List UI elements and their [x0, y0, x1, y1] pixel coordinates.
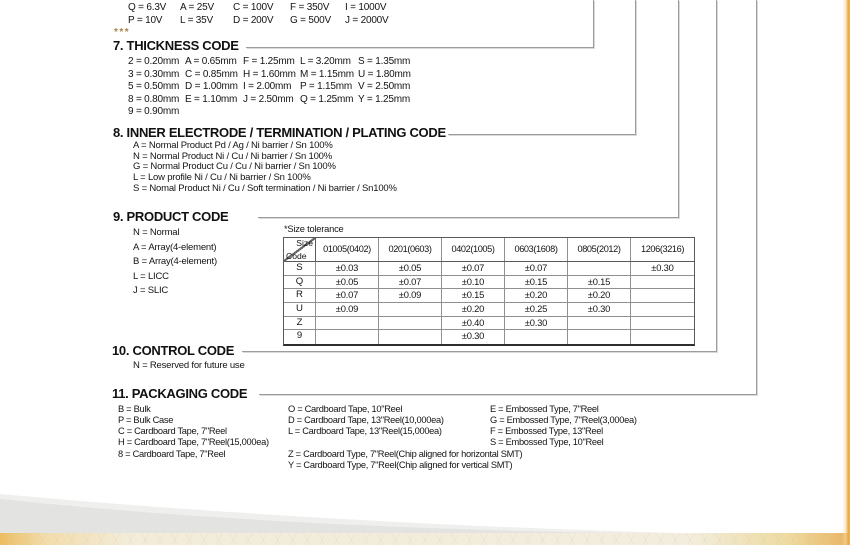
- section-title-electrode: 8. INNER ELECTRODE / TERMINATION / PLATING CODE: [113, 125, 446, 140]
- bracket-vline-electrode: [635, 0, 636, 134]
- tolerance-value-cell: ±0.07: [442, 262, 505, 275]
- tolerance-value-cell: ±0.30: [442, 330, 505, 344]
- footer-gold-band: [0, 533, 850, 545]
- packaging-code-item: O = Cardboard Tape, 10"Reel: [288, 404, 403, 414]
- bracket-vline-packaging: [756, 0, 757, 394]
- electrode-code-item: G = Normal Product Cu / Cu / Ni barrier / Sn 100%: [133, 161, 336, 173]
- packaging-code-item: E = Embossed Type, 7"Reel: [490, 404, 599, 414]
- voltage-code-item: P = 10V: [128, 15, 163, 26]
- tolerance-value-cell: ±0.20: [568, 289, 631, 302]
- thickness-code-row: [128, 81, 411, 94]
- tolerance-value-cell: ±0.30: [651, 262, 674, 273]
- section-rule-product: [258, 217, 679, 218]
- thickness-code-item: Y = 1.25mm: [358, 93, 411, 105]
- tolerance-value-cell: [568, 330, 631, 344]
- thickness-code-item: E = 1.10mm: [185, 93, 238, 105]
- voltage-code-item: D = 200V: [233, 15, 274, 26]
- size-code-cell: 9: [284, 330, 316, 344]
- electrode-code-item: L = Low profile Ni / Cu / Ni barrier / Sn 100%: [133, 172, 311, 184]
- electrode-code-item: N = Normal Product Ni / Cu / Ni barrier / Sn 100%: [133, 150, 333, 162]
- voltage-code-item: I = 1000V: [345, 2, 387, 13]
- thickness-code-item: I = 2.00mm: [243, 81, 292, 93]
- control-code-list: [133, 360, 245, 371]
- thickness-code-item: P = 1.15mm: [300, 81, 353, 93]
- size-column-header: 0201(0603): [379, 238, 442, 261]
- size-code-cell: S: [284, 262, 316, 275]
- electrode-code-item: A = Normal Product Pd / Ag / Ni barrier / Sn 100%: [133, 140, 333, 151]
- voltage-code-item: L = 35V: [180, 15, 213, 26]
- electrode-code-list: [133, 141, 397, 194]
- thickness-code-item: Q = 1.25mm: [300, 93, 354, 105]
- tolerance-value-cell: ±0.05: [379, 262, 442, 275]
- voltage-code-row: [128, 1, 389, 14]
- voltage-code-item: C = 100V: [233, 2, 274, 13]
- tolerance-value-cell: ±0.07: [379, 276, 442, 289]
- tolerance-value-cell: ±0.15: [505, 276, 568, 289]
- section-title-control: 10. CONTROL CODE: [112, 343, 235, 358]
- product-code-item: A = Array(4-element): [133, 241, 217, 253]
- tolerance-value-cell: ±0.09: [316, 303, 379, 316]
- tolerance-table-row: [284, 303, 694, 317]
- thickness-code-item: M = 1.15mm: [300, 68, 354, 80]
- tolerance-value-cell: ±0.15: [442, 289, 505, 302]
- packaging-code-item: H = Cardboard Tape, 7"Reel(15,000ea): [118, 437, 269, 448]
- packaging-code-item: Z = Cardboard Type, 7"Reel(Chip aligned for horizontal SMT): [288, 448, 523, 459]
- voltage-code-item: J = 2000V: [345, 15, 389, 26]
- tolerance-value-cell: ±0.03: [316, 262, 379, 275]
- thickness-code-item: 9 = 0.90mm: [128, 106, 180, 118]
- tolerance-value-cell: [568, 262, 631, 275]
- tolerance-table-row: [284, 289, 694, 303]
- tolerance-header-row: [284, 238, 694, 262]
- footnote-stars: ***: [114, 27, 131, 38]
- tolerance-value-cell: [631, 289, 694, 302]
- tolerance-value-cell: [631, 303, 694, 316]
- thickness-code-item: D = 1.00mm: [185, 81, 238, 93]
- packaging-code-col-1: [118, 404, 269, 460]
- section-title-product: 9. PRODUCT CODE: [113, 209, 229, 224]
- tolerance-table-body: [284, 262, 694, 344]
- thickness-code-item: L = 3.20mm: [300, 56, 351, 67]
- tolerance-value-cell: [505, 330, 568, 344]
- tolerance-value-cell: ±0.30: [505, 317, 568, 330]
- size-code-cell: Q: [284, 276, 316, 289]
- size-code-corner-cell: [284, 238, 316, 261]
- voltage-code-item: F = 350V: [290, 2, 330, 13]
- section-rule-thickness: [246, 47, 594, 48]
- tolerance-value-cell: ±0.07: [505, 262, 568, 275]
- tolerance-value-cell: [316, 317, 379, 330]
- thickness-code-item: [243, 106, 300, 119]
- thickness-code-grid: [128, 56, 411, 119]
- thickness-code-item: 8 = 0.80mm: [128, 93, 180, 105]
- tolerance-table-row: [284, 330, 694, 344]
- size-tolerance-table: [283, 237, 695, 346]
- packaging-code-item: [288, 437, 522, 448]
- section-title-packaging: 11. PACKAGING CODE: [112, 386, 248, 401]
- tolerance-value-cell: ±0.20: [442, 303, 505, 316]
- tolerance-table-row: [284, 262, 694, 276]
- bracket-vline-thickness: [593, 0, 594, 47]
- bracket-vline-product: [678, 0, 679, 217]
- packaging-code-col-3: [490, 404, 637, 449]
- section-rule-electrode: [448, 134, 636, 135]
- section-rule-packaging: [259, 394, 757, 395]
- tolerance-value-cell: ±0.20: [505, 289, 568, 302]
- thickness-code-item: J = 2.50mm: [243, 93, 294, 105]
- packaging-code-item: 8 = Cardboard Tape, 7"Reel: [118, 448, 226, 459]
- tolerance-value-cell: ±0.05: [316, 276, 379, 289]
- corner-code-label: Code: [286, 251, 307, 261]
- corner-size-label: Size: [296, 238, 313, 248]
- size-column-header: 01005(0402): [316, 238, 379, 261]
- product-code-item: N = Normal: [133, 227, 180, 238]
- packaging-code-item: F = Embossed Type, 13"Reel: [490, 426, 603, 437]
- size-code-cell: U: [284, 303, 316, 316]
- packaging-code-item: C = Cardboard Tape, 7"Reel: [118, 426, 227, 437]
- tolerance-value-cell: [631, 330, 694, 344]
- tolerance-value-cell: ±0.07: [316, 289, 379, 302]
- thickness-code-row: [128, 69, 411, 82]
- product-code-item: L = LICC: [133, 270, 169, 282]
- thickness-code-item: A = 0.65mm: [185, 56, 237, 67]
- thickness-code-item: 2 = 0.20mm: [128, 56, 180, 67]
- tolerance-value-cell: ±0.30: [568, 303, 631, 316]
- voltage-code-list: [128, 1, 389, 27]
- voltage-code-item: A = 25V: [180, 2, 214, 13]
- packaging-code-item: L = Cardboard Tape, 13"Reel(15,000ea): [288, 426, 442, 437]
- tolerance-row-cells: [316, 317, 694, 330]
- thickness-code-row: [128, 56, 411, 69]
- tolerance-table-row: [284, 317, 694, 331]
- packaging-code-item: S = Embossed Type, 10"Reel: [490, 437, 604, 448]
- size-column-header: 1206(3216): [641, 244, 684, 254]
- packaging-code-col-2: [288, 404, 522, 471]
- tolerance-row-cells: [316, 289, 694, 302]
- tolerance-value-cell: [631, 276, 694, 289]
- voltage-code-item: G = 500V: [290, 15, 331, 26]
- thickness-code-row: [128, 106, 411, 119]
- size-column-header: 0805(2012): [568, 238, 631, 261]
- tolerance-value-cell: [379, 330, 442, 344]
- thickness-code-item: C = 0.85mm: [185, 68, 238, 80]
- tolerance-value-cell: [379, 303, 442, 316]
- electrode-code-item: S = Nomal Product Ni / Cu / Soft termination / Ni barrier / Sn100%: [133, 182, 397, 194]
- size-tolerance-caption: *Size tolerance: [284, 224, 344, 234]
- section-title-thickness: 7. THICKNESS CODE: [113, 38, 239, 53]
- tolerance-value-cell: [316, 330, 379, 344]
- tolerance-value-cell: ±0.15: [568, 276, 631, 289]
- tolerance-row-cells: [316, 276, 694, 289]
- product-code-list: [133, 226, 217, 299]
- packaging-code-item: G = Embossed Type, 7"Reel(3,000ea): [490, 415, 637, 426]
- tolerance-header-cells: [316, 238, 694, 261]
- product-code-item: J = SLIC: [133, 285, 169, 296]
- thickness-code-item: 5 = 0.50mm: [128, 81, 180, 93]
- size-column-header: 0603(1608): [505, 238, 568, 261]
- thickness-code-item: S = 1.35mm: [358, 56, 411, 67]
- tolerance-value-cell: ±0.25: [505, 303, 568, 316]
- control-code-item: N = Reserved for future use: [133, 360, 245, 371]
- size-column-header: 0402(1005): [442, 238, 505, 261]
- product-code-item: B = Array(4-element): [133, 256, 217, 267]
- tolerance-value-cell: ±0.40: [442, 317, 505, 330]
- tolerance-value-cell: [568, 317, 631, 330]
- size-code-cell: R: [284, 289, 316, 302]
- tolerance-row-cells: [316, 262, 694, 275]
- thickness-code-item: H = 1.60mm: [243, 68, 296, 80]
- size-code-cell: Z: [284, 317, 316, 330]
- thickness-code-item: V = 2.50mm: [358, 81, 411, 93]
- tolerance-row-cells: [316, 330, 694, 344]
- tolerance-row-cells: [316, 303, 694, 316]
- tolerance-value-cell: [631, 317, 694, 330]
- bracket-vline-control: [716, 0, 717, 351]
- packaging-code-item: P = Bulk Case: [118, 415, 174, 426]
- page-edge-gradient: [842, 0, 850, 545]
- thickness-code-item: 3 = 0.30mm: [128, 68, 180, 80]
- thickness-code-item: [300, 106, 358, 119]
- tolerance-table-row: [284, 276, 694, 290]
- packaging-code-item: D = Cardboard Tape, 13"Reel(10,000ea): [288, 415, 444, 426]
- tolerance-value-cell: ±0.10: [442, 276, 505, 289]
- thickness-code-item: [358, 106, 411, 119]
- packaging-code-item: Y = Cardboard Type, 7"Reel(Chip aligned for vertical SMT): [288, 459, 513, 470]
- thickness-code-item: F = 1.25mm: [243, 56, 295, 67]
- thickness-code-row: [128, 94, 411, 107]
- section-rule-control: [242, 351, 717, 352]
- tolerance-value-cell: [379, 317, 442, 330]
- voltage-code-item: Q = 6.3V: [128, 2, 167, 13]
- thickness-code-item: [185, 106, 243, 119]
- thickness-code-item: U = 1.80mm: [358, 68, 411, 80]
- voltage-code-row: [128, 14, 389, 27]
- tolerance-value-cell: ±0.09: [379, 289, 442, 302]
- packaging-code-item: B = Bulk: [118, 404, 151, 414]
